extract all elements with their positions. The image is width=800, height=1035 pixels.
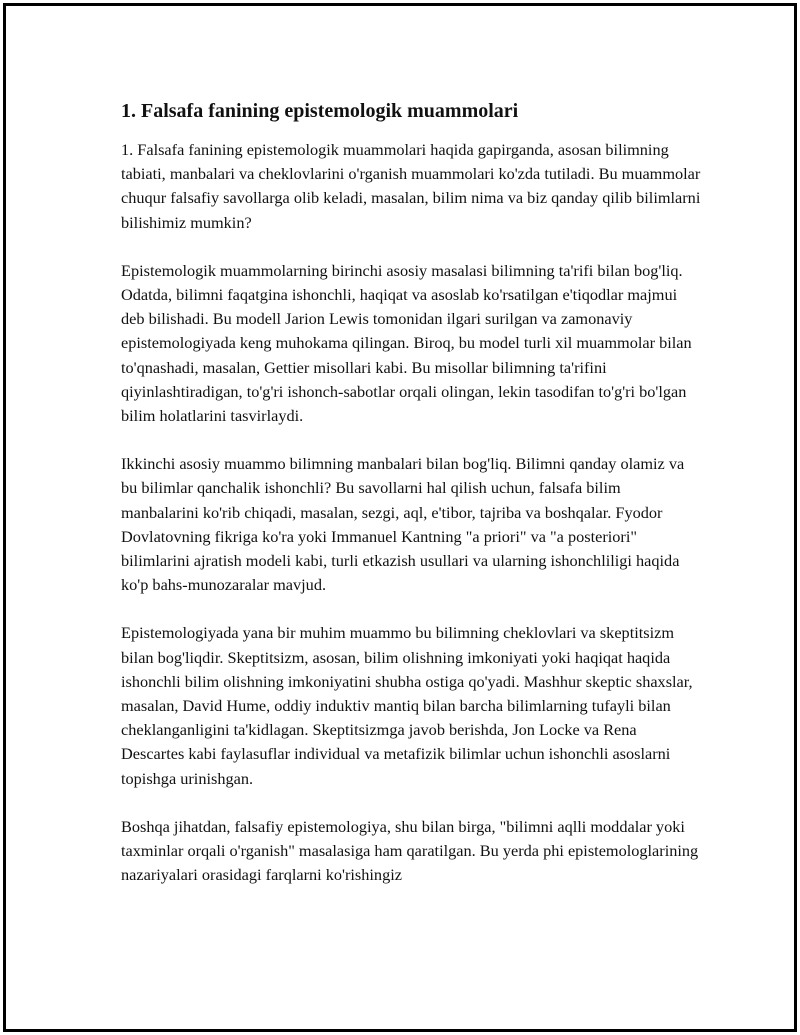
page-frame: [3, 3, 797, 1032]
document-body: [121, 98, 701, 911]
paragraph-definition: Epistemologik muammolarning birinchi asosiy masalasi bilimning ta'rifi bilan bog'liq. Odatda, bilimni faqatgina ishonchli, haqiqat va asoslab ko'rsatilgan e'tiqodlar majmui deb bilishadi. Bu modell Jarion Lewis tomonidan ilgari surilgan va zamonaviy epistemologiyada keng muhokama qilingan. Biroq, bu model turli xil muammolar bilan to'qnashadi, masalan, Gettier misollari kabi. Bu misollar bilimning ta'rifini qiyinlashtiradigan, to'g'ri ishonch-sabotlar orqali olingan, lekin tasodifan to'g'ri bo'lgan bilim holatlarini tasvirlaydi.: [121, 260, 692, 426]
paragraph-sources: Ikkinchi asosiy muammo bilimning manbalari bilan bog'liq. Bilimni qanday olamiz va bu bilimlar qanchalik ishonchli? Bu savollarni hal qilish uchun, falsafa bilim manbalarini ko'rib chiqadi, masalan, sezgi, aql, e'tibor, tajriba va boshqalar. Fyodor Dovlatovning fikriga ko'ra yoki Immanuel Kantning "a priori" va "a posteriori" bilimlarini ajratish modeli kabi, turli etkazish usullari va ularning ishonchliligi haqida ko'p bahs-munozaralar mavjud.: [121, 454, 685, 595]
paragraph-other-aspects: Boshqa jihatdan, falsafiy epistemologiya, shu bilan birga, "bilimni aqlli moddalar yoki taxminlar orqali o'rganish" masalasiga ham qaratilgan. Bu yerda phi epistemologlarining nazariyalari orasidagi farqlarni ko'rishingiz: [121, 816, 699, 885]
paragraph-skepticism: Epistemologiyada yana bir muhim muammo bu bilimning cheklovlari va skeptitsizm bilan bog'liqdir. Skeptitsizm, asosan, bilim olishning imkoniyati yoki haqiqat haqida ishonchli bilim olishning imkoniyatini shubha ostiga qo'yadi. Mashhur skeptic shaxslar, masalan, David Hume, oddiy induktiv mantiq bilan barcha bilimlarning tufayli bilan cheklanganligini ta'kidlagan. Skeptitsizmga javob berishda, Jon Locke va Rena Descartes kabi faylasuflar individual va metafizik bilimlar uchun ishonchli asoslarni topishga urinishgan.: [121, 623, 693, 788]
paragraph-intro: 1. Falsafa fanining epistemologik muammolari haqida gapirganda, asosan bilimning tabiati, manbalari va cheklovlarini o'rganish muammolari ko'zda tutiladi. Bu muammolar chuqur falsafiy savollarga olib keladi, masalan, bilim nima va biz qanday qilib bilimlarni bilishimiz mumkin?: [121, 140, 701, 232]
document-title: 1. Falsafa fanining epistemologik muammolari: [121, 100, 519, 122]
